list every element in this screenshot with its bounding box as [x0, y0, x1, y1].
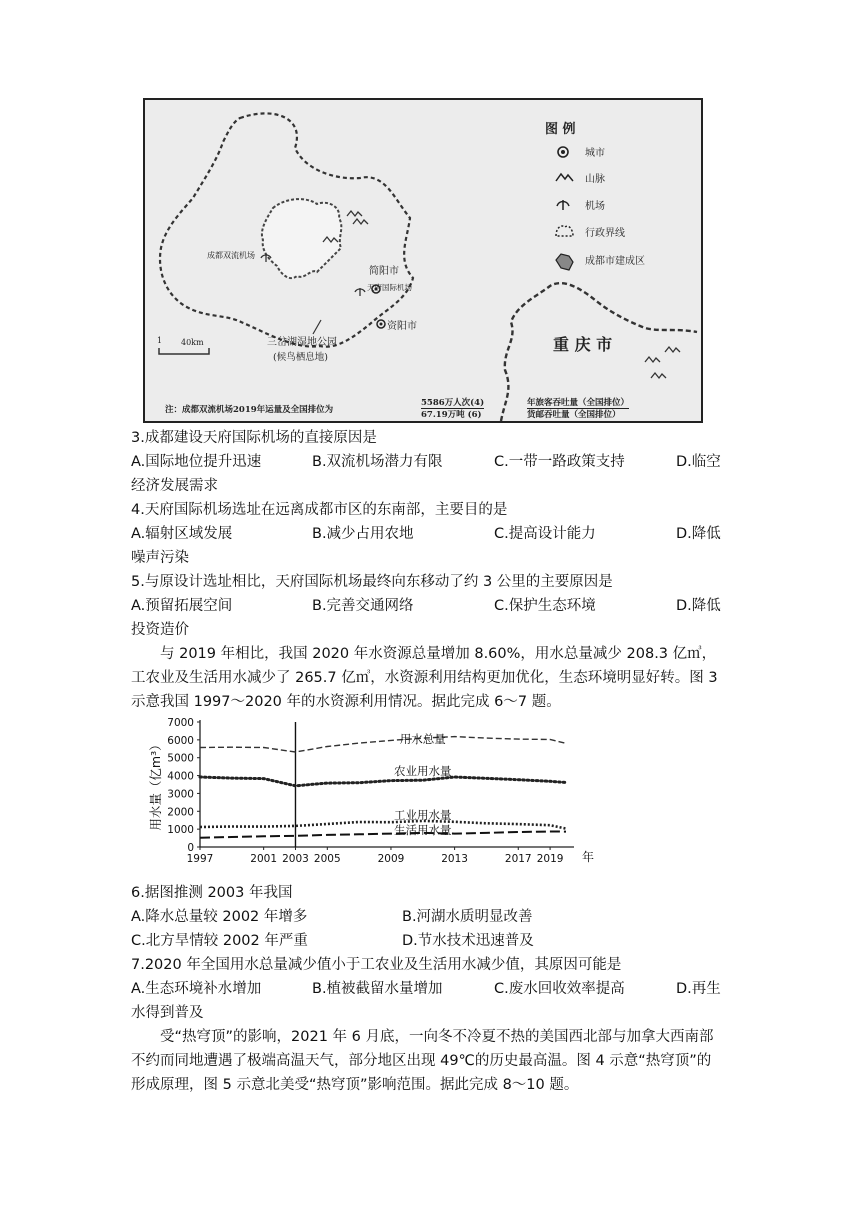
legend-airport-label: 机场 [585, 201, 605, 212]
legend-city-label: 城市 [585, 148, 605, 159]
y-tick-label: 5000 [167, 752, 194, 765]
wetland-park-sublabel: (候鸟栖息地) [273, 352, 328, 363]
mountain-icon [651, 373, 666, 378]
y-tick-label: 2000 [167, 806, 194, 819]
q5-option-d[interactable]: D.降低 [676, 598, 721, 614]
q7-option-c[interactable]: C.废水回收效率提高 [494, 981, 625, 997]
series-line-2 [200, 777, 566, 786]
q6-option-c[interactable]: C.北方旱情较 2002 年严重 [131, 933, 308, 949]
q5-option-c[interactable]: C.保护生态环境 [494, 598, 596, 614]
shuangliu-airport-label: 成都双流机场 [207, 251, 255, 260]
x-tick-label: 2003 [282, 853, 309, 865]
y-tick-label: 1000 [167, 824, 194, 837]
q3-option-d-continued: 经济发展需求 [131, 478, 218, 494]
y-tick-label: 7000 [167, 717, 194, 729]
boundary-icon [556, 226, 573, 236]
x-tick-label: 1997 [186, 853, 214, 865]
series-label-2: 农业用水量 [394, 764, 452, 779]
scale-bar [159, 348, 209, 354]
chengdu-urban-area [262, 199, 341, 278]
x-tick-label: 2005 [313, 853, 341, 865]
q5-option-a[interactable]: A.预留拓展空间 [131, 598, 233, 614]
q3-option-a[interactable]: A.国际地位提升迅速 [131, 454, 262, 470]
x-axis-label: 年 [582, 850, 595, 864]
water-resources-intro: 与 2019 年相比，我国 2020 年水资源总量增加 8.60%，用水总量减少 208.3 亿㎥，工农业及生活用水减少了 265.7 亿㎥，水资源利用结构更加优化，生态环境明显好转。图 3 示意我国 1997～2020 年的水资源利用情况。据此完成 6～7 题。 [131, 646, 718, 710]
q5-option-b[interactable]: B.完善交通网络 [312, 598, 414, 614]
q7-option-b[interactable]: B.植被截留水量增加 [312, 981, 443, 997]
map-note-label-passengers: 年旅客吞吐量（全国排位） [527, 398, 630, 408]
scale-km-label: 40km [181, 338, 204, 347]
jianyang-city-label: 简阳市 [369, 266, 399, 277]
map-note-value-passengers: 5586万人次(4) [421, 398, 485, 408]
q4-option-b[interactable]: B.减少占用农地 [312, 526, 414, 542]
series-line-3 [200, 821, 566, 829]
q5-option-d-continued: 投资造价 [131, 622, 189, 638]
y-tick-label: 3000 [167, 788, 194, 801]
x-tick-label: 2017 [504, 853, 532, 865]
series-label-4: 生活用水量 [394, 823, 452, 838]
q6-option-a[interactable]: A.降水总量较 2002 年增多 [131, 909, 308, 925]
chongqing-label: 重 庆 市 [553, 335, 613, 354]
q7-option-a[interactable]: A.生态环境补水增加 [131, 981, 262, 997]
q4-option-d[interactable]: D.降低 [676, 526, 721, 542]
legend-mountain-label: 山脉 [585, 174, 605, 185]
series-line-1 [200, 737, 566, 752]
water-use-chart [148, 712, 608, 877]
ziyang-city-label: 资阳市 [387, 321, 417, 332]
q3-option-c[interactable]: C.一带一路政策支持 [494, 454, 625, 470]
wetland-park-label: 三岔湖湿地公园 [267, 337, 337, 348]
airport-icon [557, 200, 569, 210]
q6-stem: 6.据图推测 2003 年我国 [131, 885, 293, 901]
q6-option-d[interactable]: D.节水技术迅速普及 [402, 933, 534, 949]
q4-option-c[interactable]: C.提高设计能力 [494, 526, 596, 542]
y-tick-label: 0 [187, 842, 194, 854]
tianfu-airport-label: 天府国际机场 [367, 283, 412, 292]
mountain-icon [556, 174, 573, 181]
q7-stem: 7.2020 年全国用水总量减少值小于工农业及生活用水减少值，其原因可能是 [131, 957, 622, 973]
y-tick-label: 6000 [167, 734, 194, 747]
q4-option-a[interactable]: A.辐射区域发展 [131, 526, 233, 542]
q4-stem: 4.天府国际机场选址在远离成都市区的东南部，主要目的是 [131, 502, 508, 518]
series-label-3: 工业用水量 [394, 807, 452, 822]
legend-urban-label: 成都市建成区 [585, 256, 645, 267]
q4-option-d-continued: 噪声污染 [131, 550, 189, 566]
q7-option-d-continued: 水得到普及 [131, 1005, 204, 1021]
map-note-prefix: 注：成都双流机场2019年运量及全国排位为 [165, 405, 334, 415]
mountain-icon [347, 211, 362, 216]
x-tick-label: 2019 [536, 853, 564, 865]
q6-option-b[interactable]: B.河湖水质明显改善 [402, 909, 533, 925]
scale-left-label: 1 [157, 336, 163, 345]
mountain-icon [645, 357, 660, 362]
q3-stem: 3.成都建设天府国际机场的直接原因是 [131, 430, 377, 446]
map-note-value-cargo: 67.19万吨 (6) [421, 410, 482, 420]
heat-dome-intro: 受“热穹顶”的影响，2021 年 6 月底，一向冬不冷夏不热的美国西北部与加拿大西南部不约而同地遭遇了极端高温天气，部分地区出现 49℃的历史最高温。图 4 示意“热穹顶”的形成原理，图 5 示意北美受“热穹顶”影响范围。据此完成 8～10 题。 [131, 1029, 714, 1093]
x-tick-label: 2009 [377, 853, 405, 865]
series-line-4 [200, 832, 566, 838]
airport-icon [355, 288, 365, 296]
chengdu-airport-map [143, 98, 703, 423]
legend-title: 图 例 [545, 122, 576, 137]
mountain-icon [353, 219, 368, 224]
y-axis-label: 用水量（亿m³） [148, 738, 163, 831]
q7-option-d[interactable]: D.再生 [676, 981, 721, 997]
series-label-1: 用水总量 [399, 731, 446, 746]
q3-option-b[interactable]: B.双流机场潜力有限 [312, 454, 443, 470]
legend-boundary-label: 行政界线 [585, 228, 625, 239]
mountain-icon [665, 347, 680, 352]
x-tick-label: 2013 [441, 853, 468, 865]
q5-stem: 5.与原设计选址相比，天府国际机场最终向东移动了约 3 公里的主要原因是 [131, 574, 613, 590]
y-tick-label: 4000 [167, 770, 194, 783]
q3-option-d[interactable]: D.临空 [676, 454, 721, 470]
map-note-label-cargo: 货邮吞吐量（全国排位） [527, 410, 621, 420]
urban-area-icon [556, 254, 573, 270]
x-tick-label: 2001 [250, 853, 278, 865]
